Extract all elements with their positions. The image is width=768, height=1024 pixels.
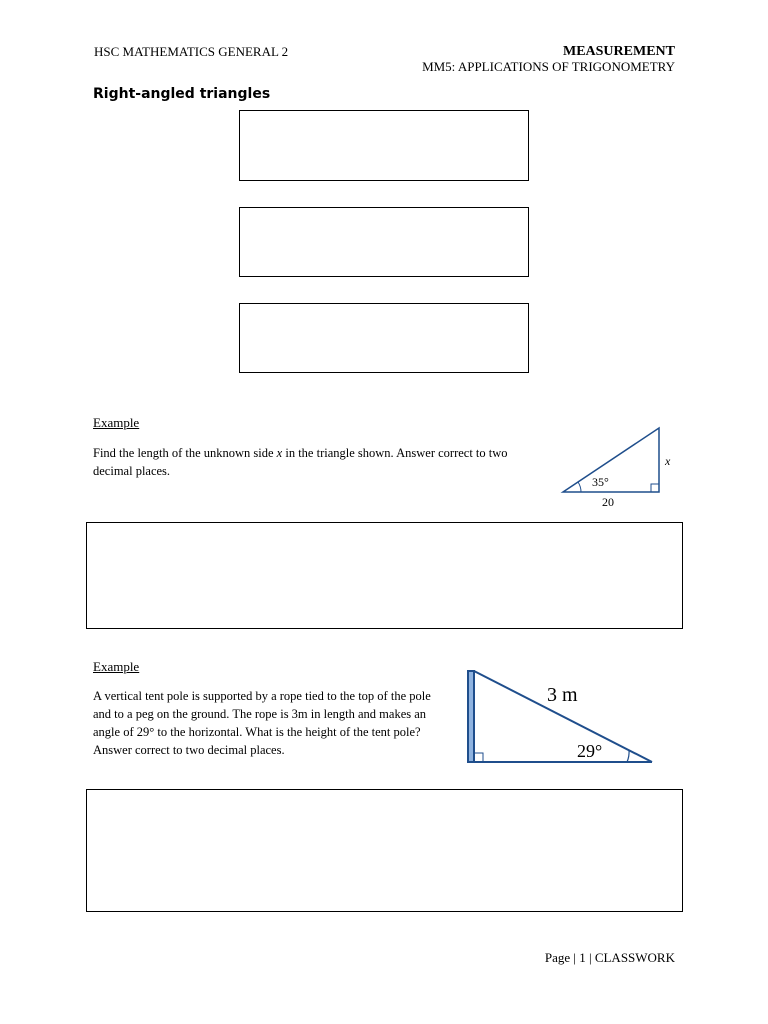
example-2-label: Example xyxy=(93,659,140,674)
answer-box-2 xyxy=(86,789,683,912)
blank-box-2 xyxy=(239,207,529,277)
tent-pole-diagram xyxy=(462,665,662,770)
right-angle-marker xyxy=(651,484,659,492)
side-x-label: x xyxy=(665,454,671,468)
angle-arc xyxy=(578,482,581,492)
example-1-triangle-diagram xyxy=(555,420,690,515)
answer-box-1 xyxy=(86,522,683,629)
angle-arc xyxy=(627,750,629,762)
topic-subtitle: MM5: APPLICATIONS OF TRIGONOMETRY xyxy=(422,59,675,74)
right-angle-marker xyxy=(474,753,483,762)
course-title: HSC MATHEMATICS GENERAL 2 xyxy=(94,44,289,59)
tent-pole xyxy=(468,671,474,762)
angle-29-label: 29° xyxy=(577,741,603,761)
blank-box-1 xyxy=(239,110,529,181)
example-1-label: Example xyxy=(93,415,140,430)
topic-header xyxy=(422,44,675,74)
triangle-35-shape xyxy=(563,428,659,492)
example-1-text-b: in the triangle shown. Answer correct to two decimal places. xyxy=(93,446,508,478)
example-1-question xyxy=(93,444,533,480)
section-title: Right-angled triangles xyxy=(93,86,271,102)
rope-length-label: 3 m xyxy=(547,684,578,706)
page-footer: Page | 1 | CLASSWORK xyxy=(544,950,675,965)
example-1-text-a: Find the length of the unknown side xyxy=(93,446,277,460)
example-2-question: A vertical tent pole is supported by a rope tied to the top of the pole and to a peg on the ground. The rope is 3m in length and makes an angle of 29° to the horizontal. What is the height of the tent pole? Answer correct to two decimal places. xyxy=(93,689,431,757)
example-1-var: x xyxy=(276,446,283,460)
blank-box-3 xyxy=(239,303,529,373)
topic-title: MEASUREMENT xyxy=(562,44,675,59)
angle-35-label: 35° xyxy=(592,475,609,489)
base-20-label: 20 xyxy=(602,495,614,509)
